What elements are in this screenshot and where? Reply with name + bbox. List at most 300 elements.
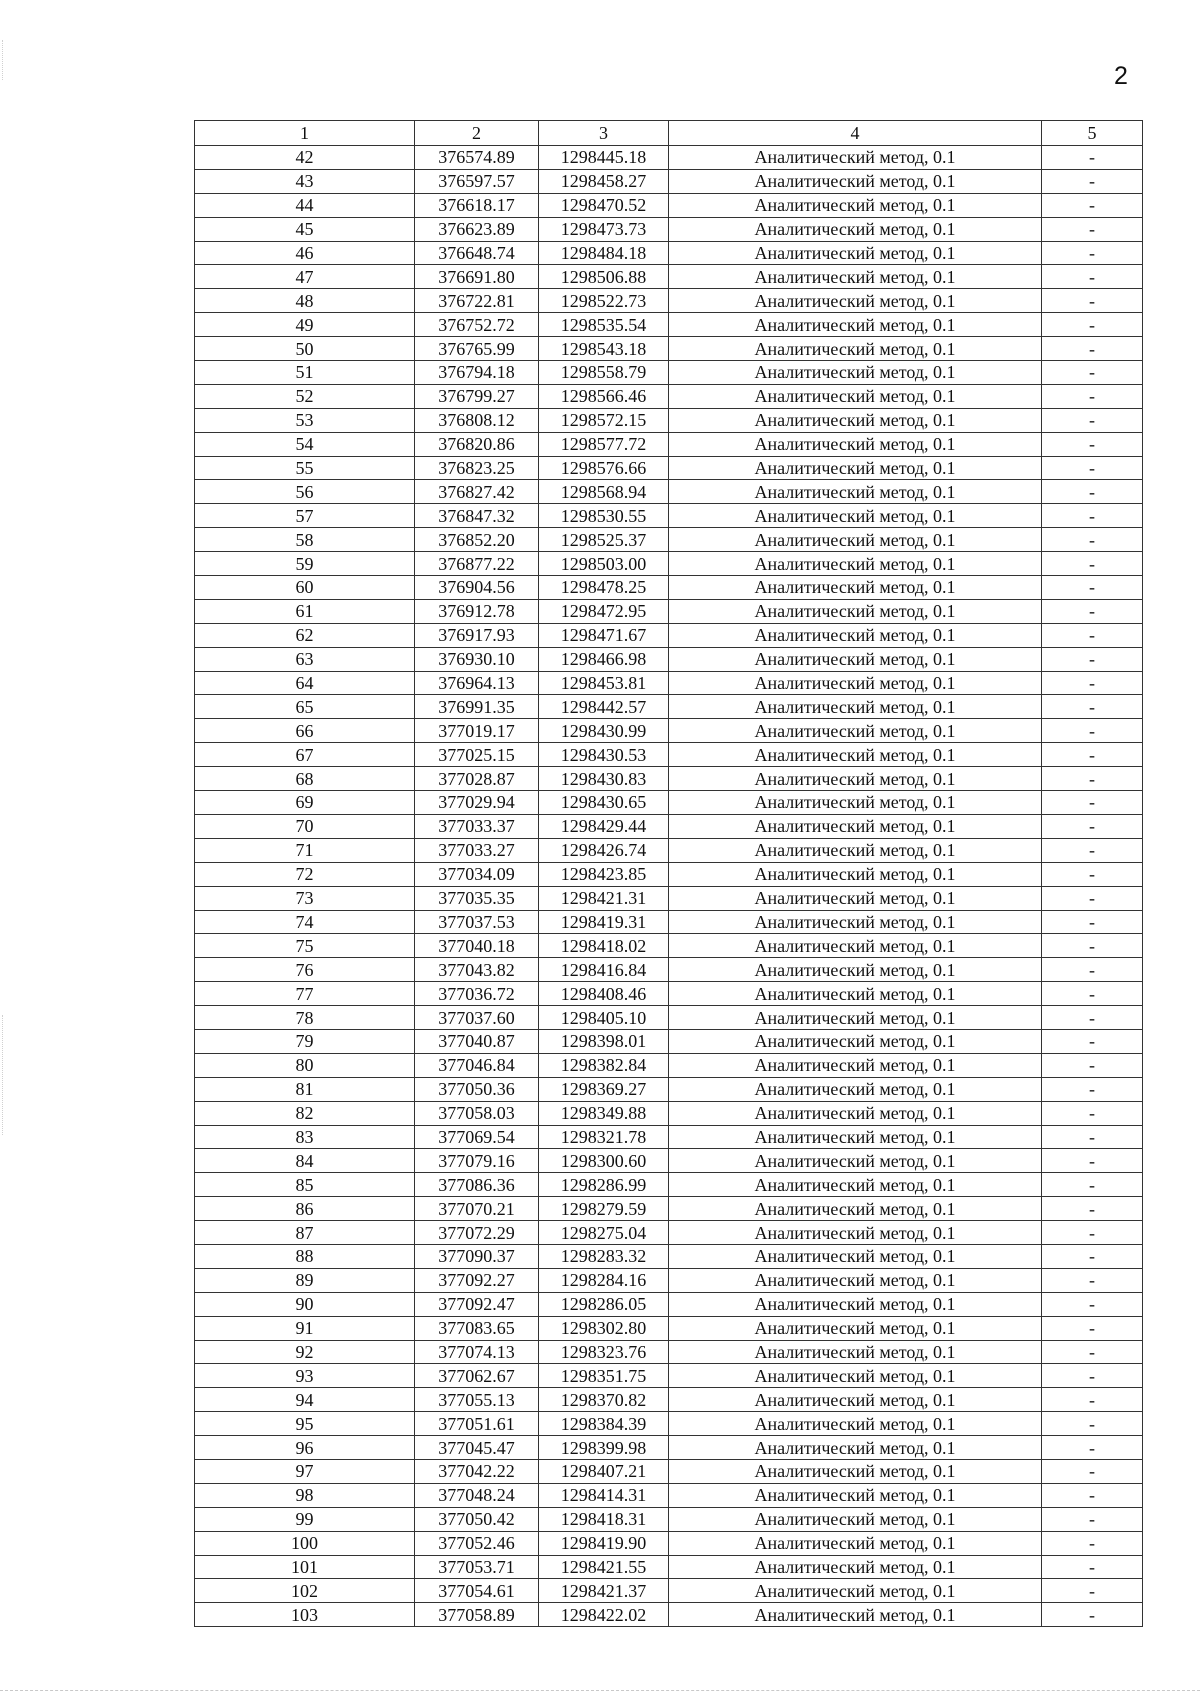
table-row [195, 1555, 1143, 1579]
table-cell-col-5: - [1042, 1244, 1143, 1268]
table-row [195, 1388, 1143, 1412]
table-row [195, 1244, 1143, 1268]
table-cell-col-5: - [1042, 241, 1143, 265]
table-cell-col-3: 1298421.37 [539, 1579, 669, 1603]
table-row [195, 1006, 1143, 1030]
header-cell-5: 5 [1042, 121, 1143, 146]
table-cell-col-2: 377083.65 [415, 1316, 539, 1340]
table-cell-col-1: 72 [195, 862, 415, 886]
table-cell-col-4: Аналитический метод, 0.1 [669, 1292, 1042, 1316]
table-cell-col-1: 67 [195, 743, 415, 767]
table-cell-col-3: 1298302.80 [539, 1316, 669, 1340]
table-cell-col-5: - [1042, 1436, 1143, 1460]
table-cell-col-2: 377035.35 [415, 886, 539, 910]
table-cell-col-3: 1298522.73 [539, 289, 669, 313]
table-cell-col-2: 377092.47 [415, 1292, 539, 1316]
table-cell-col-5: - [1042, 456, 1143, 480]
table-cell-col-3: 1298300.60 [539, 1149, 669, 1173]
table-cell-col-2: 376691.80 [415, 265, 539, 289]
table-cell-col-4: Аналитический метод, 0.1 [669, 1173, 1042, 1197]
table-cell-col-3: 1298284.16 [539, 1268, 669, 1292]
table-cell-col-5: - [1042, 1268, 1143, 1292]
table-cell-col-2: 377058.89 [415, 1603, 539, 1627]
table-cell-col-3: 1298430.65 [539, 791, 669, 815]
table-cell-col-1: 91 [195, 1316, 415, 1340]
table-cell-col-5: - [1042, 480, 1143, 504]
table-cell-col-3: 1298473.73 [539, 217, 669, 241]
table-row [195, 361, 1143, 385]
table-cell-col-4: Аналитический метод, 0.1 [669, 1459, 1042, 1483]
table-cell-col-2: 377058.03 [415, 1101, 539, 1125]
table-cell-col-1: 86 [195, 1197, 415, 1221]
table-cell-col-5: - [1042, 743, 1143, 767]
table-row [195, 1459, 1143, 1483]
table-cell-col-1: 68 [195, 767, 415, 791]
table-cell-col-2: 376799.27 [415, 384, 539, 408]
table-cell-col-2: 376820.86 [415, 432, 539, 456]
table-cell-col-1: 49 [195, 313, 415, 337]
table-cell-col-3: 1298442.57 [539, 695, 669, 719]
table-cell-col-2: 377019.17 [415, 719, 539, 743]
table-cell-col-4: Аналитический метод, 0.1 [669, 217, 1042, 241]
table-cell-col-5: - [1042, 217, 1143, 241]
table-cell-col-5: - [1042, 958, 1143, 982]
table-cell-col-5: - [1042, 910, 1143, 934]
header-cell-3: 3 [539, 121, 669, 146]
table-cell-col-5: - [1042, 1388, 1143, 1412]
table-row [195, 576, 1143, 600]
table-cell-col-1: 43 [195, 169, 415, 193]
table-cell-col-5: - [1042, 193, 1143, 217]
table-row [195, 504, 1143, 528]
table-row [195, 1077, 1143, 1101]
table-cell-col-4: Аналитический метод, 0.1 [669, 886, 1042, 910]
table-cell-col-5: - [1042, 1412, 1143, 1436]
table-cell-col-3: 1298429.44 [539, 814, 669, 838]
table-row [195, 814, 1143, 838]
table-row [195, 432, 1143, 456]
table-cell-col-2: 377029.94 [415, 791, 539, 815]
table-row [195, 1579, 1143, 1603]
table-cell-col-3: 1298453.81 [539, 671, 669, 695]
table-cell-col-4: Аналитический метод, 0.1 [669, 671, 1042, 695]
table-cell-col-2: 376904.56 [415, 576, 539, 600]
table-cell-col-5: - [1042, 1006, 1143, 1030]
table-cell-col-3: 1298558.79 [539, 361, 669, 385]
table-cell-col-2: 376597.57 [415, 169, 539, 193]
table-cell-col-3: 1298535.54 [539, 313, 669, 337]
table-cell-col-4: Аналитический метод, 0.1 [669, 265, 1042, 289]
table-cell-col-5: - [1042, 1053, 1143, 1077]
table-cell-col-1: 103 [195, 1603, 415, 1627]
table-cell-col-5: - [1042, 719, 1143, 743]
table-cell-col-1: 85 [195, 1173, 415, 1197]
table-cell-col-2: 376648.74 [415, 241, 539, 265]
table-row [195, 1292, 1143, 1316]
table-cell-col-3: 1298286.05 [539, 1292, 669, 1316]
table-cell-col-2: 377051.61 [415, 1412, 539, 1436]
table-cell-col-2: 377034.09 [415, 862, 539, 886]
table-cell-col-1: 50 [195, 337, 415, 361]
table-cell-col-2: 377053.71 [415, 1555, 539, 1579]
table-cell-col-2: 376574.89 [415, 146, 539, 170]
table-row [195, 217, 1143, 241]
table-cell-col-5: - [1042, 671, 1143, 695]
table-cell-col-5: - [1042, 576, 1143, 600]
table-cell-col-4: Аналитический метод, 0.1 [669, 1436, 1042, 1460]
table-row [195, 1483, 1143, 1507]
table-cell-col-1: 101 [195, 1555, 415, 1579]
table-cell-col-5: - [1042, 432, 1143, 456]
table-cell-col-1: 62 [195, 623, 415, 647]
table-cell-col-1: 47 [195, 265, 415, 289]
table-cell-col-3: 1298478.25 [539, 576, 669, 600]
table-cell-col-3: 1298577.72 [539, 432, 669, 456]
table-cell-col-1: 84 [195, 1149, 415, 1173]
table-cell-col-4: Аналитический метод, 0.1 [669, 169, 1042, 193]
table-cell-col-3: 1298458.27 [539, 169, 669, 193]
table-cell-col-5: - [1042, 1077, 1143, 1101]
table-cell-col-2: 377052.46 [415, 1531, 539, 1555]
header-row [195, 121, 1143, 146]
table-cell-col-3: 1298466.98 [539, 647, 669, 671]
table-row [195, 1507, 1143, 1531]
table-row [195, 169, 1143, 193]
table-cell-col-4: Аналитический метод, 0.1 [669, 1197, 1042, 1221]
table-cell-col-3: 1298399.98 [539, 1436, 669, 1460]
table-cell-col-1: 98 [195, 1483, 415, 1507]
table-cell-col-2: 377033.37 [415, 814, 539, 838]
table-cell-col-1: 46 [195, 241, 415, 265]
table-row [195, 313, 1143, 337]
table-cell-col-1: 69 [195, 791, 415, 815]
table-cell-col-1: 92 [195, 1340, 415, 1364]
table-cell-col-3: 1298321.78 [539, 1125, 669, 1149]
table-cell-col-2: 377069.54 [415, 1125, 539, 1149]
table-cell-col-2: 376752.72 [415, 313, 539, 337]
table-cell-col-4: Аналитический метод, 0.1 [669, 1531, 1042, 1555]
table-cell-col-1: 83 [195, 1125, 415, 1149]
table-cell-col-1: 56 [195, 480, 415, 504]
table-cell-col-5: - [1042, 1340, 1143, 1364]
table-cell-col-1: 71 [195, 838, 415, 862]
table-cell-col-2: 377043.82 [415, 958, 539, 982]
table-cell-col-3: 1298470.52 [539, 193, 669, 217]
table-cell-col-4: Аналитический метод, 0.1 [669, 838, 1042, 862]
table-row [195, 480, 1143, 504]
table-cell-col-5: - [1042, 1292, 1143, 1316]
table-row [195, 958, 1143, 982]
table-cell-col-5: - [1042, 934, 1143, 958]
table-cell-col-4: Аналитический метод, 0.1 [669, 910, 1042, 934]
table-cell-col-4: Аналитический метод, 0.1 [669, 1125, 1042, 1149]
table-cell-col-2: 376991.35 [415, 695, 539, 719]
table-cell-col-5: - [1042, 337, 1143, 361]
table-cell-col-3: 1298283.32 [539, 1244, 669, 1268]
table-cell-col-4: Аналитический метод, 0.1 [669, 193, 1042, 217]
table-cell-col-1: 90 [195, 1292, 415, 1316]
table-cell-col-2: 376623.89 [415, 217, 539, 241]
table-cell-col-5: - [1042, 862, 1143, 886]
table-cell-col-1: 44 [195, 193, 415, 217]
table-cell-col-3: 1298568.94 [539, 480, 669, 504]
table-row [195, 146, 1143, 170]
table-cell-col-3: 1298525.37 [539, 528, 669, 552]
table-row [195, 408, 1143, 432]
table-cell-col-1: 42 [195, 146, 415, 170]
table-cell-col-4: Аналитический метод, 0.1 [669, 408, 1042, 432]
table-row [195, 193, 1143, 217]
table-cell-col-3: 1298430.83 [539, 767, 669, 791]
table-cell-col-4: Аналитический метод, 0.1 [669, 743, 1042, 767]
table-cell-col-3: 1298419.31 [539, 910, 669, 934]
table-cell-col-4: Аналитический метод, 0.1 [669, 958, 1042, 982]
table-cell-col-1: 95 [195, 1412, 415, 1436]
table-cell-col-5: - [1042, 1459, 1143, 1483]
table-cell-col-2: 376765.99 [415, 337, 539, 361]
table-cell-col-2: 376794.18 [415, 361, 539, 385]
table-row [195, 1316, 1143, 1340]
table-row [195, 743, 1143, 767]
table-cell-col-2: 377037.60 [415, 1006, 539, 1030]
table-cell-col-1: 51 [195, 361, 415, 385]
table-row [195, 1364, 1143, 1388]
table-row [195, 1268, 1143, 1292]
table-row [195, 623, 1143, 647]
table-cell-col-2: 377042.22 [415, 1459, 539, 1483]
table-cell-col-3: 1298418.02 [539, 934, 669, 958]
scan-margin-mark [2, 1015, 3, 1135]
page-number: 2 [1114, 62, 1128, 90]
table-cell-col-2: 376847.32 [415, 504, 539, 528]
table-row [195, 289, 1143, 313]
table-cell-col-3: 1298323.76 [539, 1340, 669, 1364]
table-cell-col-4: Аналитический метод, 0.1 [669, 361, 1042, 385]
table-cell-col-4: Аналитический метод, 0.1 [669, 934, 1042, 958]
table-cell-col-2: 377074.13 [415, 1340, 539, 1364]
table-row [195, 456, 1143, 480]
table-cell-col-3: 1298430.53 [539, 743, 669, 767]
table-cell-col-5: - [1042, 695, 1143, 719]
table-cell-col-3: 1298405.10 [539, 1006, 669, 1030]
scan-bottom-edge [0, 1690, 1200, 1691]
coordinates-table [194, 120, 1143, 1627]
table-cell-col-5: - [1042, 647, 1143, 671]
table-cell-col-1: 89 [195, 1268, 415, 1292]
table-cell-col-3: 1298407.21 [539, 1459, 669, 1483]
table-row [195, 1603, 1143, 1627]
table-cell-col-3: 1298566.46 [539, 384, 669, 408]
table-cell-col-2: 377028.87 [415, 767, 539, 791]
table-cell-col-1: 76 [195, 958, 415, 982]
table-row [195, 1053, 1143, 1077]
table-cell-col-4: Аналитический метод, 0.1 [669, 1053, 1042, 1077]
table-cell-col-5: - [1042, 1221, 1143, 1245]
table-cell-col-1: 79 [195, 1029, 415, 1053]
table-row [195, 719, 1143, 743]
table-cell-col-2: 377033.27 [415, 838, 539, 862]
table-row [195, 528, 1143, 552]
table-cell-col-3: 1298472.95 [539, 599, 669, 623]
table-cell-col-5: - [1042, 1531, 1143, 1555]
table-cell-col-1: 58 [195, 528, 415, 552]
table-cell-col-5: - [1042, 599, 1143, 623]
table-cell-col-4: Аналитический метод, 0.1 [669, 1388, 1042, 1412]
table-cell-col-1: 55 [195, 456, 415, 480]
table-cell-col-4: Аналитический метод, 0.1 [669, 1149, 1042, 1173]
table-cell-col-1: 75 [195, 934, 415, 958]
table-row [195, 934, 1143, 958]
table-cell-col-4: Аналитический метод, 0.1 [669, 1006, 1042, 1030]
table-cell-col-3: 1298572.15 [539, 408, 669, 432]
table-cell-col-2: 376823.25 [415, 456, 539, 480]
table-cell-col-2: 376964.13 [415, 671, 539, 695]
table-cell-col-1: 70 [195, 814, 415, 838]
table-cell-col-3: 1298384.39 [539, 1412, 669, 1436]
table-cell-col-4: Аналитический метод, 0.1 [669, 1077, 1042, 1101]
table-cell-col-1: 96 [195, 1436, 415, 1460]
table-row [195, 241, 1143, 265]
table-cell-col-2: 377025.15 [415, 743, 539, 767]
table-row [195, 791, 1143, 815]
table-cell-col-3: 1298421.31 [539, 886, 669, 910]
table-cell-col-2: 376618.17 [415, 193, 539, 217]
table-cell-col-1: 82 [195, 1101, 415, 1125]
table-cell-col-1: 60 [195, 576, 415, 600]
table-cell-col-2: 376852.20 [415, 528, 539, 552]
table-cell-col-2: 377050.42 [415, 1507, 539, 1531]
table-cell-col-3: 1298471.67 [539, 623, 669, 647]
table-cell-col-1: 78 [195, 1006, 415, 1030]
table-cell-col-5: - [1042, 361, 1143, 385]
table-cell-col-4: Аналитический метод, 0.1 [669, 1579, 1042, 1603]
table-row [195, 1197, 1143, 1221]
table-cell-col-3: 1298421.55 [539, 1555, 669, 1579]
table-cell-col-1: 63 [195, 647, 415, 671]
table-cell-col-5: - [1042, 1603, 1143, 1627]
table-cell-col-3: 1298445.18 [539, 146, 669, 170]
table-cell-col-5: - [1042, 1029, 1143, 1053]
table-cell-col-4: Аналитический метод, 0.1 [669, 1221, 1042, 1245]
table-cell-col-1: 94 [195, 1388, 415, 1412]
table-row [195, 838, 1143, 862]
table-cell-col-5: - [1042, 1316, 1143, 1340]
table-cell-col-5: - [1042, 552, 1143, 576]
table-cell-col-4: Аналитический метод, 0.1 [669, 1555, 1042, 1579]
table-cell-col-4: Аналитический метод, 0.1 [669, 1507, 1042, 1531]
table-cell-col-4: Аналитический метод, 0.1 [669, 862, 1042, 886]
table-cell-col-5: - [1042, 1507, 1143, 1531]
table-cell-col-1: 45 [195, 217, 415, 241]
header-cell-2: 2 [415, 121, 539, 146]
table-cell-col-2: 376722.81 [415, 289, 539, 313]
table-cell-col-3: 1298370.82 [539, 1388, 669, 1412]
scan-margin-mark [2, 40, 3, 80]
table-cell-col-4: Аналитический метод, 0.1 [669, 1244, 1042, 1268]
table-cell-col-1: 81 [195, 1077, 415, 1101]
table-row [195, 337, 1143, 361]
table-cell-col-4: Аналитический метод, 0.1 [669, 767, 1042, 791]
table-cell-col-2: 376808.12 [415, 408, 539, 432]
table-header [195, 121, 1143, 146]
table-body [195, 146, 1143, 1627]
table-cell-col-4: Аналитический метод, 0.1 [669, 647, 1042, 671]
table-cell-col-3: 1298349.88 [539, 1101, 669, 1125]
table-row [195, 1029, 1143, 1053]
table-row [195, 384, 1143, 408]
table-cell-col-5: - [1042, 1173, 1143, 1197]
table-cell-col-2: 377062.67 [415, 1364, 539, 1388]
table-cell-col-1: 93 [195, 1364, 415, 1388]
table-cell-col-5: - [1042, 1364, 1143, 1388]
table-cell-col-4: Аналитический метод, 0.1 [669, 1029, 1042, 1053]
table-cell-col-3: 1298426.74 [539, 838, 669, 862]
table-cell-col-5: - [1042, 1579, 1143, 1603]
table-cell-col-5: - [1042, 814, 1143, 838]
table-cell-col-3: 1298543.18 [539, 337, 669, 361]
table-cell-col-5: - [1042, 265, 1143, 289]
table-cell-col-3: 1298506.88 [539, 265, 669, 289]
table-cell-col-5: - [1042, 767, 1143, 791]
table-cell-col-4: Аналитический метод, 0.1 [669, 1316, 1042, 1340]
table-cell-col-5: - [1042, 289, 1143, 313]
table-cell-col-2: 376827.42 [415, 480, 539, 504]
table-cell-col-2: 377086.36 [415, 1173, 539, 1197]
table-row [195, 1101, 1143, 1125]
table-cell-col-2: 377055.13 [415, 1388, 539, 1412]
table-cell-col-5: - [1042, 1555, 1143, 1579]
table-cell-col-2: 377092.27 [415, 1268, 539, 1292]
table-cell-col-2: 377045.47 [415, 1436, 539, 1460]
table-row [195, 1436, 1143, 1460]
table-cell-col-4: Аналитический метод, 0.1 [669, 1603, 1042, 1627]
table-cell-col-3: 1298279.59 [539, 1197, 669, 1221]
table-cell-col-4: Аналитический метод, 0.1 [669, 695, 1042, 719]
table-cell-col-4: Аналитический метод, 0.1 [669, 504, 1042, 528]
table-cell-col-2: 376877.22 [415, 552, 539, 576]
table-cell-col-3: 1298414.31 [539, 1483, 669, 1507]
table-cell-col-2: 377046.84 [415, 1053, 539, 1077]
table-cell-col-4: Аналитический метод, 0.1 [669, 623, 1042, 647]
table-cell-col-5: - [1042, 169, 1143, 193]
table-row [195, 599, 1143, 623]
header-cell-1: 1 [195, 121, 415, 146]
table-cell-col-5: - [1042, 1101, 1143, 1125]
table-row [195, 552, 1143, 576]
table-cell-col-3: 1298576.66 [539, 456, 669, 480]
table-row [195, 671, 1143, 695]
table-cell-col-4: Аналитический метод, 0.1 [669, 982, 1042, 1006]
table-cell-col-1: 53 [195, 408, 415, 432]
table-cell-col-3: 1298484.18 [539, 241, 669, 265]
table-cell-col-4: Аналитический метод, 0.1 [669, 313, 1042, 337]
table-cell-col-4: Аналитический метод, 0.1 [669, 719, 1042, 743]
table-cell-col-1: 88 [195, 1244, 415, 1268]
table-cell-col-4: Аналитический метод, 0.1 [669, 1412, 1042, 1436]
table-cell-col-1: 59 [195, 552, 415, 576]
table-cell-col-1: 66 [195, 719, 415, 743]
table-cell-col-3: 1298423.85 [539, 862, 669, 886]
table-cell-col-2: 377040.87 [415, 1029, 539, 1053]
table-cell-col-2: 377040.18 [415, 934, 539, 958]
table-row [195, 886, 1143, 910]
table-cell-col-4: Аналитический метод, 0.1 [669, 432, 1042, 456]
table-row [195, 647, 1143, 671]
table-cell-col-5: - [1042, 384, 1143, 408]
table-cell-col-4: Аналитический метод, 0.1 [669, 1268, 1042, 1292]
table-cell-col-5: - [1042, 886, 1143, 910]
table-row [195, 1125, 1143, 1149]
